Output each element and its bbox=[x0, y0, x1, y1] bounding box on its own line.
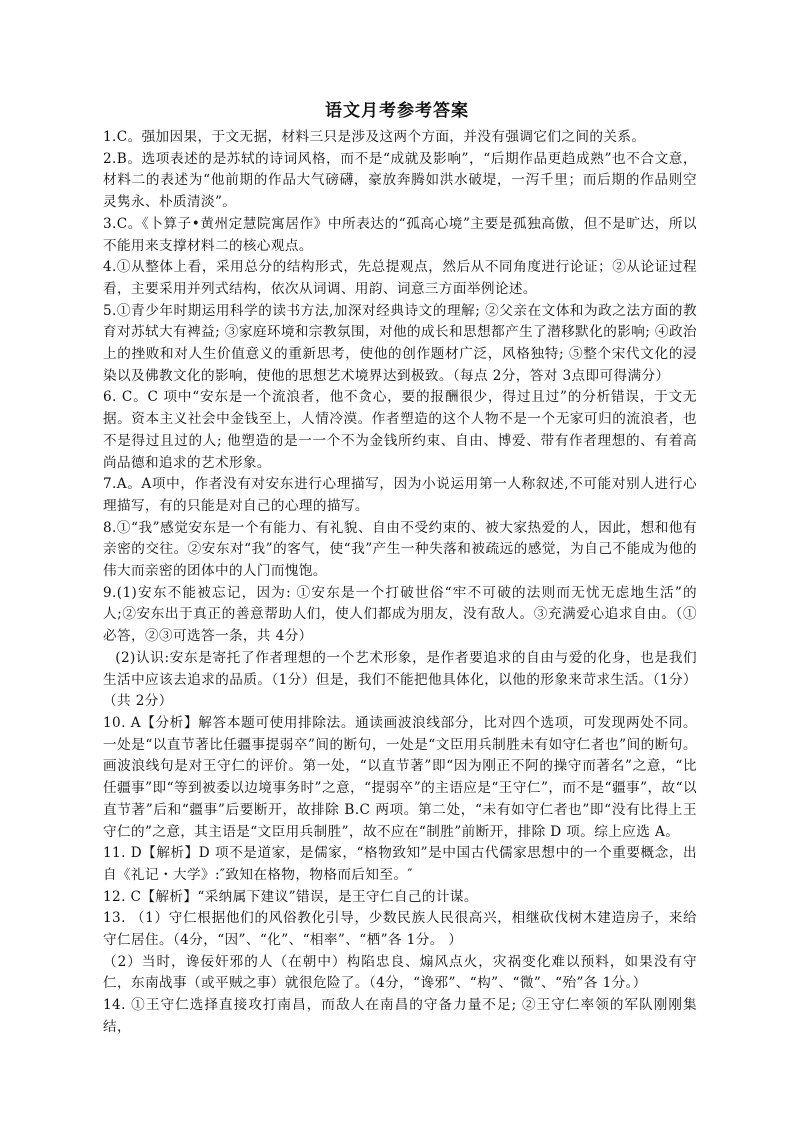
page-title: 语文月考参考答案 bbox=[325, 101, 469, 121]
answer-q2: 2.B。选项表述的是苏轼的诗词风格，而不是“成就及影响”，“后期作品更趋成熟”也不合文意，材料二的表述为“他前期的作品大气磅礴，豪放奔腾如洪水破堤，一泻千里；而后期的作品则空灵隽永、朴质清淡”。 bbox=[103, 150, 697, 211]
answer-q7: 7.A。A项中，作者没有对安东进行心理描写，因为小说运用第一人称叙述,不可能对别人进行心理描写，有的只能是对自己的心理的描写。 bbox=[103, 476, 697, 514]
answer-q3: 3.C。《卜算子•黄州定慧院寓居作》中所表达的“孤高心境”主要是孤独高傲，但不是旷达，所以不能用来支撑材料二的核心观点。 bbox=[103, 215, 697, 254]
answer-q6: 6. C。C 项中“安东是一个流浪者，他不贪心，要的报酬很少，得过且过”的分析错误，于文无据。资本主义社会中金钱至上，人情冷漠。作者塑造的这个人物不是一个无家可归的流浪者，也不是得过且过的人; 他塑造的是一一个不为金钱所约束、自由、博爱、带有作者理想的、有着高尚品德和追求的艺术形象。 bbox=[103, 389, 697, 471]
answer-q5: 5.①青少年时期运用科学的读书方法,加深对经典诗文的理解; ②父亲在文体和为政之法方面的教育对苏轼大有裨益; ③家庭环境和宗教氛围，对他的成长和思想都产生了潜移默化的影响; ④政治上的挫败和对人生价值意义的重新思考，使他的创作题材广泛，风格独特; ⑤整个宋代文化的浸染以及佛教文化的影响，使他的思想艺术境界达到极致。（每点 2分，答对 3点即可得满分） bbox=[103, 302, 697, 384]
answer-q9-part2: (2)认识:安东是寄托了作者理想的一个艺术形象，是作者要追求的自由与爱的化身，也是我们生活中应该去追求的品质。（1分）但是，我们不能把他具体化，以他的形象来苛求生活。（1分）（共 2分） bbox=[103, 649, 697, 710]
answer-q4: 4.①从整体上看，采用总分的结构形式，先总提观点，然后从不同角度进行论证；②从论证过程看，主要采用并列式结构，依次从词调、用韵、词意三方面举例论述。 bbox=[103, 259, 697, 297]
answer-q14: 14. ①王守仁选择直接攻打南昌，而敌人在南昌的守备力量不足; ②王守仁率领的军队刚刚集结， bbox=[103, 997, 697, 1035]
answer-q8: 8.①“我”感觉安东是一个有能力、有礼貌、自由不受约束的、被大家热爱的人，因此，想和他有亲密的交往。②安东对“我”的客气，使“我”产生一种失落和被疏远的感觉，为自己不能成为他的伟大而亲密的团体中的人门而愧饱。 bbox=[103, 519, 697, 580]
answer-q9-part1: 9.(1)安东不能被忘记，因为: ①安东是一个打破世俗“牢不可破的法则而无忧无虑地生活”的人;②安东出于真正的善意帮助人们，使人们都成为朋友，没有敌人。③充满爱心追求自由。（①必答，②③可选答一条，共 4分） bbox=[103, 584, 697, 645]
answer-q13-part2: （2）当时，谗佞奸邪的人（在朝中）构陷忠良、煽风点火，灾祸变化难以预料，如果没有守仁，东南战事（或平贼之事）就很危险了。（4分，“谗邪”、“构”、“微”、“殆”各 1分。） bbox=[103, 953, 697, 992]
answer-q13-part1: 13. （1）守仁根据他们的风俗教化引导，少数民族人民很高兴，相继砍伐树木建造房子，来给守仁居住。（4分，“因”、“化”、“相率”、“栖”各 1分。 ） bbox=[103, 910, 697, 949]
answer-q10: 10. A【分析】解答本题可使用排除法。通读画波浪线部分，比对四个选项，可发现两处不同。一处是“以直节著比任疆事提弱卒”间的断句，一处是“文臣用兵制胜未有如守仁者也”间的断句。画波浪线句是对王守仁的评价。第一处，“以直节著”即“因为刚正不阿的操守而著名”之意，“比任疆事”即“等到被委以边境事务时”之意，“提弱卒”的主语应是“王守仁”，而不是“疆事”，故“以直节著”后和“疆事”后要断开，故排除 B.C 两项。第二处，“未有如守仁者也”即“没有比得上王守仁的”之意，其主语是“文臣用兵制胜”，故不应在“制胜”前断开，排除 D 项。综上应选 A。 bbox=[103, 714, 697, 840]
answer-q1: 1.C。强加因果，于文无据，材料三只是涉及这两个方面，并没有强调它们之间的关系。 bbox=[103, 129, 646, 145]
answer-body bbox=[103, 127, 697, 1039]
answer-q12: 12. C【解析】“采纳属下建议”错误，是王守仁自己的计谋。 bbox=[103, 888, 478, 905]
answer-q11: 11. D【解析】D 项不是道家，是儒家，“格物致知”是中国古代儒家思想中的一个重要概念，出自《礼记・大学》:″致知在格物，物格而后知至。″ bbox=[103, 845, 697, 883]
